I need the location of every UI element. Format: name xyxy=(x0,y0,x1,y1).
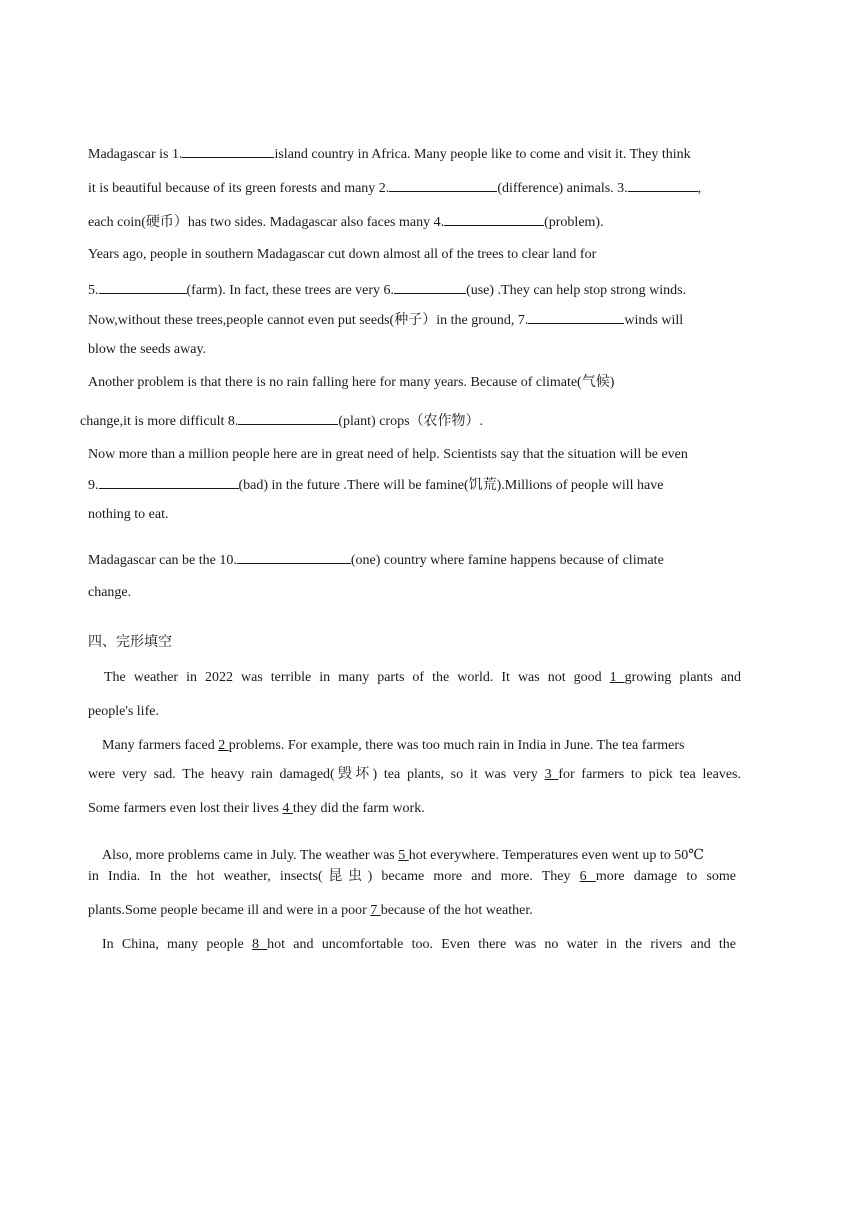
text: (difference) animals. 3. xyxy=(497,181,628,196)
cloze-number-6[interactable]: 6 xyxy=(579,869,596,884)
text: (one) country where famine happens because of climate xyxy=(350,553,664,568)
passage-line-12: nothing to eat. xyxy=(88,507,169,522)
passage-line-6 xyxy=(88,310,683,330)
cloze-line-5 xyxy=(88,800,425,818)
text: change,it is more difficult 8. xyxy=(80,414,239,429)
passage-line-1 xyxy=(88,144,691,164)
passage-line-9 xyxy=(80,411,483,431)
blank-4[interactable] xyxy=(444,212,544,226)
text: 9. xyxy=(88,478,99,493)
text: (bad) in the future .There will be famine(饥荒).Millions of people will have xyxy=(238,478,664,493)
text: (farm). In fact, these trees are very 6. xyxy=(186,283,395,298)
cloze-number-2[interactable]: 2 xyxy=(218,738,229,753)
text: plants.Some people became ill and were in a poor xyxy=(88,903,371,918)
cloze-number-5[interactable]: 5 xyxy=(398,848,409,863)
cloze-number-1[interactable]: 1 xyxy=(609,670,625,685)
text: it is beautiful because of its green forests and many 2. xyxy=(88,181,390,196)
blank-3[interactable] xyxy=(628,178,698,192)
passage-line-4: Years ago, people in southern Madagascar cut down almost all of the trees to clear land for xyxy=(88,247,597,262)
text: each coin(硬币）has two sides. Madagascar also faces many 4. xyxy=(88,215,445,230)
blank-6[interactable] xyxy=(394,280,466,294)
passage-line-10: Now more than a million people here are in great need of help. Scientists say that the situation will be even xyxy=(88,447,688,462)
blank-2[interactable] xyxy=(389,178,497,192)
text: The weather in 2022 was terrible in many parts of the world. It was not good xyxy=(104,670,610,685)
blank-8[interactable] xyxy=(238,411,338,425)
text: were very sad. The heavy rain damaged(毁坏) tea plants, so it was very xyxy=(88,767,545,782)
text: Many farmers faced xyxy=(102,738,219,753)
text: more damage to some xyxy=(595,869,737,884)
cloze-number-8[interactable]: 8 xyxy=(251,937,268,952)
cloze-line-8 xyxy=(88,902,533,920)
cloze-line-1 xyxy=(104,669,741,687)
cloze-line-2: people's life. xyxy=(88,704,159,719)
text: for farmers to pick tea leaves. xyxy=(558,767,742,782)
cloze-number-7[interactable]: 7 xyxy=(370,903,381,918)
passage-line-2 xyxy=(88,178,701,198)
passage-line-14: change. xyxy=(88,585,132,600)
text: Also, more problems came in July. The weather was xyxy=(102,848,399,863)
passage-line-8: Another problem is that there is no rain falling here for many years. Because of climate(气候) xyxy=(88,375,615,390)
passage-line-3 xyxy=(88,212,604,232)
text: Madagascar can be the 10. xyxy=(88,553,237,568)
text: In China, many people xyxy=(102,937,252,952)
text: Some farmers even lost their lives xyxy=(88,801,283,816)
blank-5[interactable] xyxy=(99,280,187,294)
text: because of the hot weather. xyxy=(380,903,533,918)
text: 5. xyxy=(88,283,99,298)
cloze-line-7 xyxy=(88,868,736,886)
text: growing plants and xyxy=(624,670,741,685)
blank-7[interactable] xyxy=(528,310,624,324)
blank-9[interactable] xyxy=(99,475,239,489)
text: in India. In the hot weather, insects(昆虫) became more and more. They xyxy=(88,869,580,884)
text: winds will xyxy=(624,313,684,328)
text: , xyxy=(697,181,702,196)
text: hot everywhere. Temperatures even went up to 50℃ xyxy=(408,848,704,863)
text: hot and uncomfortable too. Even there was no water in the rivers and the xyxy=(267,937,737,952)
text: (problem). xyxy=(544,215,604,230)
blank-10[interactable] xyxy=(237,550,351,564)
cloze-line-4 xyxy=(88,766,741,784)
section-heading: 四、完形填空 xyxy=(88,635,172,650)
cloze-line-9 xyxy=(102,936,736,954)
text: island country in Africa. Many people like to come and visit it. They think xyxy=(274,147,691,162)
cloze-number-3[interactable]: 3 xyxy=(544,767,559,782)
passage-line-13 xyxy=(88,550,664,570)
text: (plant) crops（农作物）. xyxy=(338,414,484,429)
cloze-line-3 xyxy=(102,737,685,755)
text: (use) .They can help stop strong winds. xyxy=(466,283,687,298)
blank-1[interactable] xyxy=(182,144,274,158)
text: problems. For example, there was too much rain in India in June. The tea farmers xyxy=(228,738,685,753)
passage-line-7: blow the seeds away. xyxy=(88,342,207,357)
passage-line-5 xyxy=(88,280,686,300)
text: they did the farm work. xyxy=(292,801,425,816)
passage-line-11 xyxy=(88,475,663,495)
text: Madagascar is 1. xyxy=(88,147,183,162)
text: Now,without these trees,people cannot even put seeds(种子）in the ground, 7. xyxy=(88,313,529,328)
cloze-number-4[interactable]: 4 xyxy=(282,801,293,816)
cloze-line-6 xyxy=(102,847,704,865)
